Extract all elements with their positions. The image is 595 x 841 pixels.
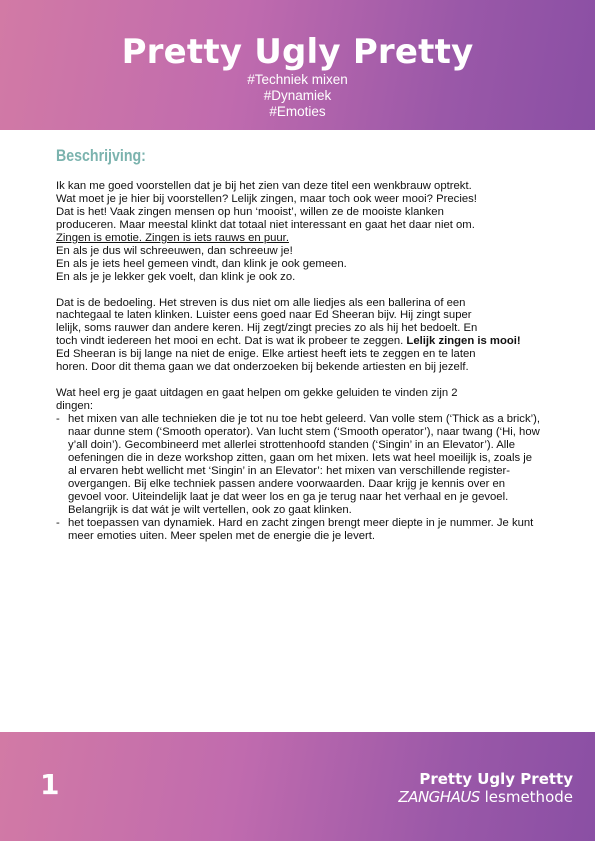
- section-title: Beschrijving:: [56, 147, 146, 165]
- text-line: [56, 335, 540, 348]
- text-line: lelijk, soms rauwer dan andere keren. Hij zegt/zingt precies zo als hij het bedoelt. En: [56, 322, 478, 335]
- tag-techniek: #Techniek mixen: [247, 72, 348, 87]
- text-line: produceren. Maar meestal klinkt dat totaal niet interessant en gaat het daar niet om.: [56, 218, 475, 231]
- zanghaus-logo: ZANGHAUS: [398, 788, 480, 806]
- footer-brand: [398, 770, 573, 806]
- footer-brand-title: Pretty Ugly Pretty: [419, 770, 573, 788]
- text-line: Wat heel erg je gaat uitdagen en gaat helpen om gekke geluiden te vinden zijn 2: [56, 387, 458, 400]
- text-line: En als je iets heel gemeen vindt, dan klink je ook gemeen.: [56, 257, 347, 270]
- text-line: En als je je lekker gek voelt, dan klink je ook zo.: [56, 270, 296, 283]
- text-line: Ik kan me goed voorstellen dat je bij het zien van deze titel een wenkbrauw optrekt.: [56, 179, 472, 192]
- challenge-list: [56, 413, 540, 543]
- footer-brand-suffix: lesmethode: [484, 788, 573, 806]
- text-line: dingen:: [56, 400, 94, 413]
- paragraph-intro: [56, 180, 540, 284]
- tag-emoties: #Emoties: [269, 104, 326, 119]
- page-footer: [0, 732, 595, 841]
- page-header: [0, 0, 595, 130]
- text-line: horen. Door dit thema gaan we dat onderzoeken bij bekende artiesten en bij jezelf.: [56, 361, 469, 374]
- text-run: toch vindt iedereen het mooi en echt. Dat is wat ik probeer te zeggen.: [56, 335, 407, 348]
- main-content: [56, 147, 540, 543]
- text-line: nachtegaal te laten klinken. Luister eens goed naar Ed Sheeran bijv. Hij zingt super: [56, 309, 472, 322]
- paragraph-challenges: [56, 387, 540, 542]
- footer-brand-subline: [398, 788, 573, 806]
- page-title: Pretty Ugly Pretty: [121, 32, 474, 72]
- tag-dynamiek: #Dynamiek: [263, 88, 332, 103]
- text-line: En als je dus wil schreeuwen, dan schreeuw je!: [56, 244, 293, 257]
- list-item: - het toepassen van dynamiek. Hard en zacht zingen brengt meer diepte in je nummer. Je kunt meer emoties uiten. Meer spelen met de energie die je levert.: [56, 517, 540, 543]
- list-item: - het mixen van alle technieken die je tot nu toe hebt geleerd. Van volle stem (‘Thick as a brick’), naar dunne stem (‘Smooth operator). Van lucht stem (‘Smooth operator’), naar twang (‘Hi, how y’all doin’). Gecombineerd met allerlei strottenhoofd standen (‘Singin’ in an Elevator’). Alle oefeningen die in deze workshop zitten, gaan om het mixen. Iets wat heel moeilijk is, zoals je al ervaren hebt wellicht met ‘Singin’ in an Elevator’: het mixen van verschillende register-overgangen. Bij elke techniek passen andere voorwaarden. Daar krijg je kennis over en gevoel voor. Uiteindelijk laat je dat weer los en ga je terug naar het verhaal en je gevoel. Belangrijk is dat wát je wilt vertellen, ook zo gaat klinken.: [56, 413, 540, 517]
- bold-statement: Lelijk zingen is mooi!: [406, 335, 521, 348]
- text-line: Dat is de bedoeling. Het streven is dus niet om alle liedjes als een ballerina of een: [56, 296, 466, 309]
- text-line: Ed Sheeran is bij lange na niet de enige. Elke artiest heeft iets te zeggen en te laten: [56, 348, 476, 361]
- paragraph-ed-sheeran: [56, 297, 540, 375]
- underlined-statement: Zingen is emotie. Zingen is iets rauws en puur.: [56, 231, 289, 244]
- page-number: 1: [40, 768, 60, 801]
- text-line: Dat is het! Vaak zingen mensen op hun ‘mooist’, willen ze de mooiste klanken: [56, 205, 444, 218]
- text-line: Wat moet je je hier bij voorstellen? Lelijk zingen, maar toch ook weer mooi? Precies!: [56, 192, 477, 205]
